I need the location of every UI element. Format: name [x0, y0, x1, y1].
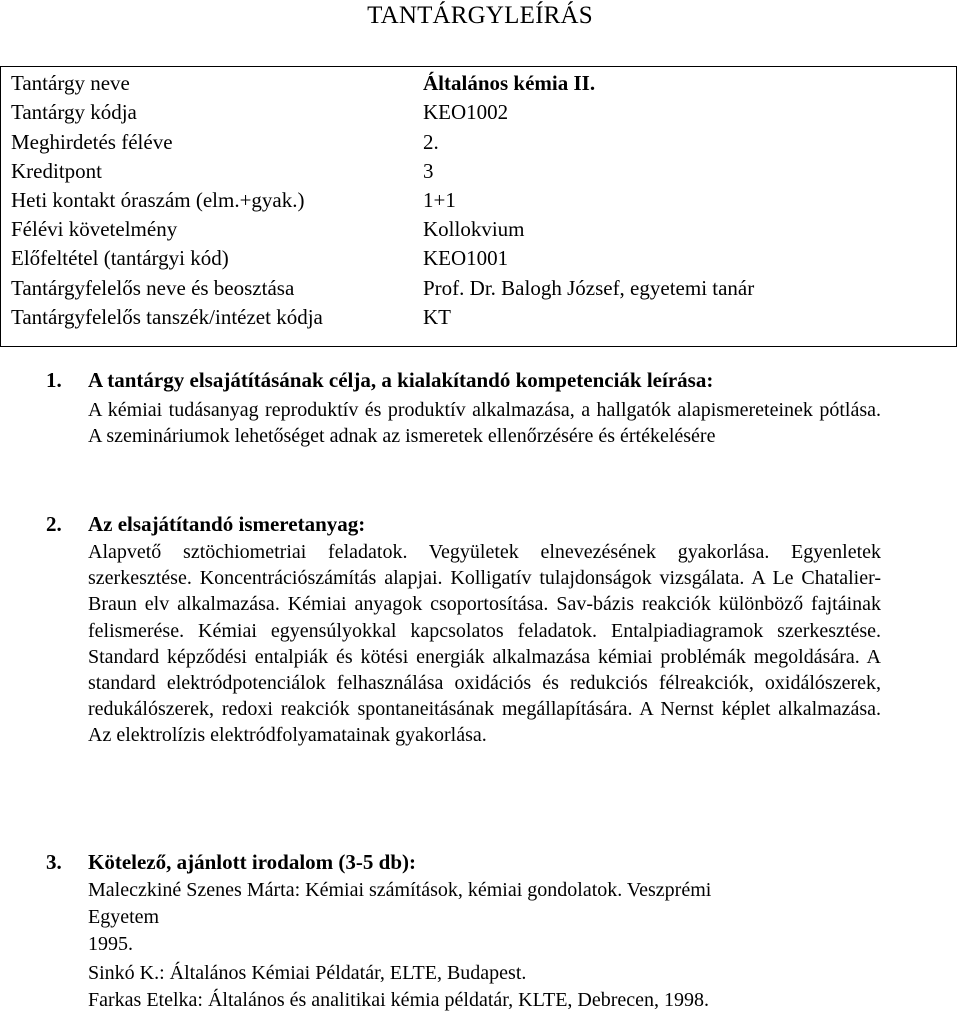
section-3-heading: Kötelező, ajánlott irodalom (3-5 db):	[88, 850, 416, 874]
hours-label: Heti kontakt óraszám (elm.+gyak.)	[11, 188, 305, 212]
semester-value: 2.	[423, 130, 439, 154]
prerequisite-label: Előfeltétel (tantárgyi kód)	[11, 246, 229, 270]
department-label: Tantárgyfelelős tanszék/intézet kódja	[11, 305, 323, 329]
reference-line: Farkas Etelka: Általános és analitikai kémia példatár, KLTE, Debrecen, 1998.	[88, 989, 710, 1011]
requirement-label: Félévi követelmény	[11, 217, 178, 241]
section-1-number: 1.	[46, 368, 62, 392]
course-code-value: KEO1002	[423, 100, 509, 124]
responsible-label: Tantárgyfelelős neve és beosztása	[11, 276, 295, 300]
semester-label: Meghirdetés féléve	[11, 130, 173, 154]
section-3-number: 3.	[46, 850, 62, 874]
credit-value: 3	[423, 159, 434, 183]
responsible-value: Prof. Dr. Balogh József, egyetemi tanár	[423, 276, 755, 300]
section-2-heading: Az elsajátítandó ismeretanyag:	[88, 512, 366, 536]
section-2-body: Alapvető sztöchiometriai feladatok. Vegyületek elnevezésének gyakorlása. Egyenletek szerkesztése. Koncentrációszámítás alapjai. Kolligatív tulajdonságok vizsgálata. A Le Chatalier-Braun elv alkalmazása. Kémiai anyagok csoportosítása. Sav-bázis reakciók különböző fajtáinak felismerése. Kémiai egyensúlyokkal kapcsolatos feladatok. Entalpiadiagramok szerkesztése. Standard képződési entalpiák és kötési energiák alkalmazása kémiai problémák megoldására. A standard elektródpotenciálok felhasználása oxidációs és redukciós félreakciók, oxidálószerek, redukálószerek, redoxi reakciók spontaneitásának megállapítására. A Nernst képlet alkalmazása. Az elektrolízis elektródfolyamatainak gyakorlása.	[88, 541, 881, 747]
reference-line: Sinkó K.: Általános Kémiai Példatár, ELTE, Budapest.	[88, 962, 527, 984]
course-info-table	[0, 66, 957, 347]
hours-value: 1+1	[423, 188, 456, 212]
prerequisite-value: KEO1001	[423, 246, 509, 270]
reference-line: Maleczkiné Szenes Márta: Kémiai számítások, kémiai gondolatok. Veszprémi	[88, 879, 712, 901]
reference-line: 1995.	[88, 933, 133, 955]
course-name-value: Általános kémia II.	[423, 71, 596, 95]
section-1-body: A kémiai tudásanyag reproduktív és produktív alkalmazása, a hallgatók alapismereteinek pótlása. A szemináriumok lehetőséget adnak az ismeretek ellenőrzésére és értékelésére	[88, 399, 881, 448]
section-2-number: 2.	[46, 512, 62, 536]
course-code-label: Tantárgy kódja	[11, 100, 137, 124]
section-1-heading: A tantárgy elsajátításának célja, a kialakítandó kompetenciák leírása:	[88, 368, 714, 392]
requirement-value: Kollokvium	[423, 217, 525, 241]
reference-line: Egyetem	[88, 906, 160, 928]
credit-label: Kreditpont	[11, 159, 102, 183]
course-name-label: Tantárgy neve	[11, 71, 130, 95]
department-value: KT	[423, 305, 451, 329]
document-title: TANTÁRGYLEÍRÁS	[367, 2, 593, 29]
